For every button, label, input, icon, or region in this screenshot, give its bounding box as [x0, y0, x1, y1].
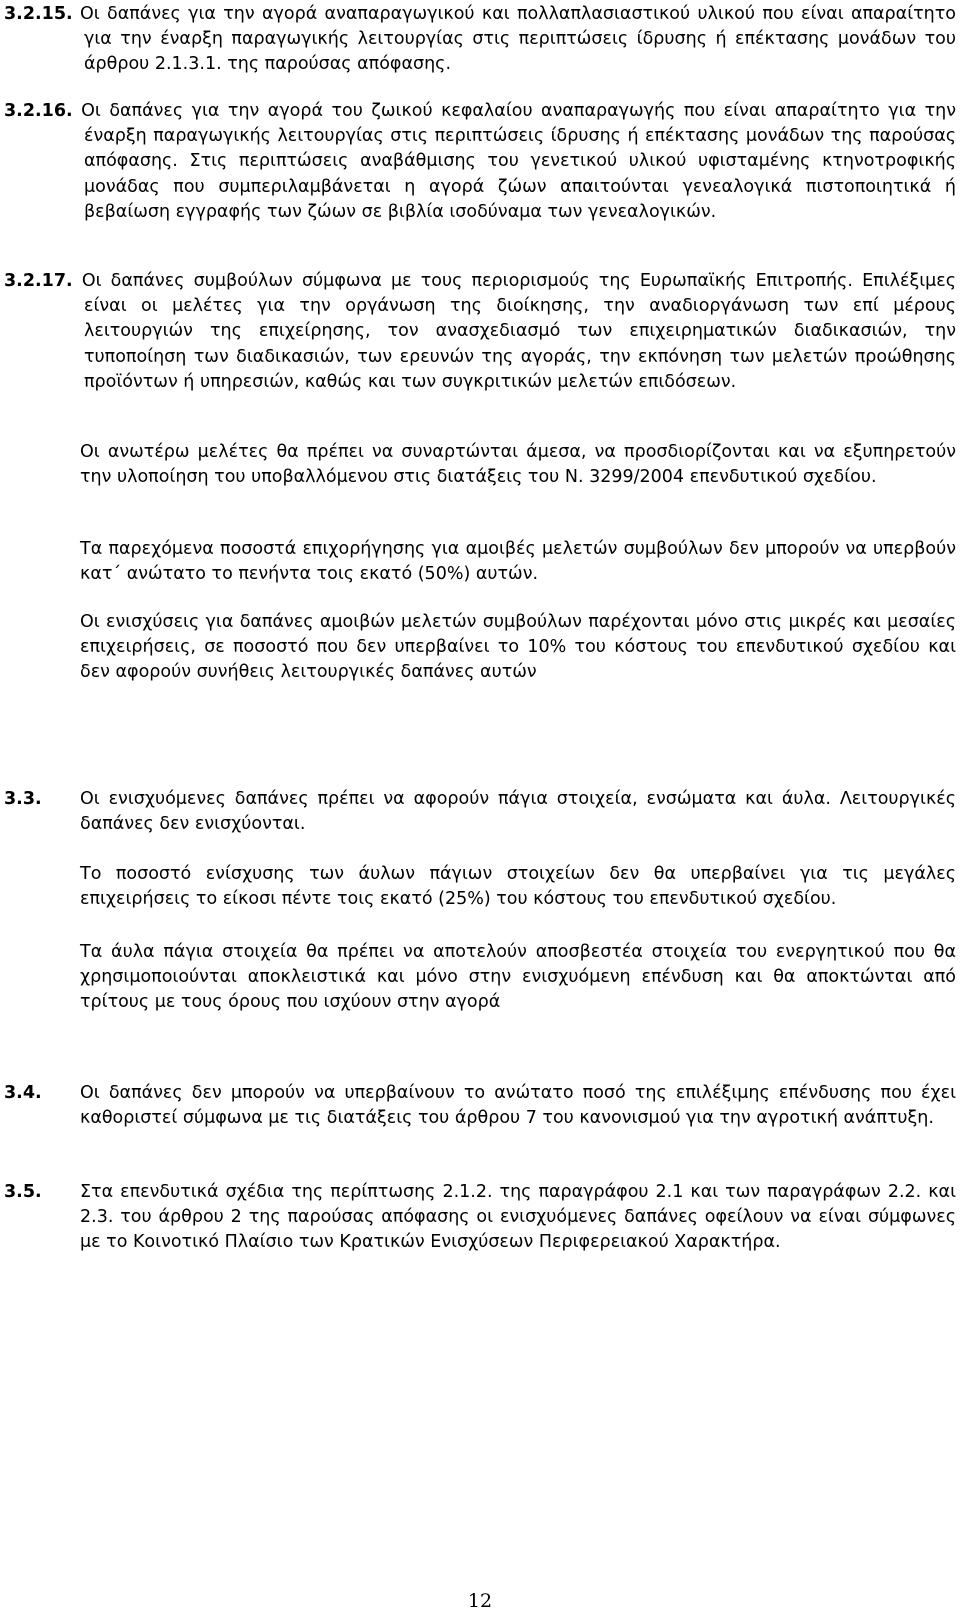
section-number: 3.2.17.: [4, 271, 73, 291]
section-number: 3.4.: [4, 1083, 42, 1103]
section-3-3: Οι ενισχυόμενες δαπάνες πρέπει να αφορούν πάγια στοιχεία, ενσώματα και άυλα. Λειτουργικές δαπάνες δεν ενισχύονται.: [80, 789, 956, 835]
section-text: Οι δαπάνες συμβούλων σύμφωνα με τους περιορισμούς της Ευρωπαϊκής Επιτροπής. Επιλέξιμες είναι οι μελέτες για την οργάνωση της διοίκησης, την αναδιοργάνωση των επί μέρους λειτουργιών της επιχείρησης, τον ανασχεδιασμό των επιχειρηματικών διαδικασιών, την τυποποίηση των διαδικασιών, των ερευνών της αγοράς, την εκπόνηση των μελετών προώθησης προϊόντων ή υπηρεσιών, καθώς και των συγκριτικών μελετών επιδόσεων.: [81, 271, 956, 392]
section-text: Οι δαπάνες για την αγορά αναπαραγωγικού και πολλαπλασιαστικού υλικού που είναι απαραίτητο για την έναρξη παραγωγικής λειτουργίας στις περιπτώσεις ίδρυσης ή επέκτασης μονάδων του άρθρου 2.1.3.1. της παρούσας απόφασης.: [79, 4, 956, 75]
section-number: 3.2.15.: [4, 4, 73, 24]
section-3-5: Στα επενδυτικά σχέδια της περίπτωσης 2.1.2. της παραγράφου 2.1 και των παραγράφων 2.2. και 2.3. του άρθρου 2 της παρούσας απόφασης οι ενισχυόμενες δαπάνες οφείλουν να είναι σύμφωνες με το Κοινοτικό Πλαίσιο των Κρατικών Ενισχύσεων Περιφερειακού Χαρακτήρα.: [80, 1182, 956, 1253]
section-3-2-15: [4, 2, 956, 78]
section-number: 3.5.: [4, 1182, 42, 1202]
section-text: Οι δαπάνες για την αγορά του ζωικού κεφαλαίου αναπαραγωγής που είναι απαραίτητο για την έναρξη παραγωγικής λειτουργίας στις περιπτώσεις ίδρυσης ή επέκτασης μονάδων της παρούσας απόφασης. Στις περιπτώσεις αναβάθμισης του γενετικού υλικού υφισταμένης κτηνοτροφικής μονάδας που συμπεριλαμβάνεται η αγορά ζώων απαιτούνται γενεαλογικά πιστοποιητικά ή βεβαίωση εγγραφής των ζώων σε βιβλία ισοδύναμα των γενεαλογικών.: [81, 101, 956, 222]
paragraph: Οι ενισχύσεις για δαπάνες αμοιβών μελετών συμβούλων παρέχονται μόνο στις μικρές και μεσαίες επιχειρήσεις, σε ποσοστό που δεν υπερβαίνει το 10% του κόστους του επενδυτικού σχεδίου και δεν αφορούν συνήθεις λειτουργικές δαπάνες αυτών: [80, 612, 956, 683]
paragraph: Τα παρεχόμενα ποσοστά επιχορήγησης για αμοιβές μελετών συμβούλων δεν μπορούν να υπερβούν κατ΄ ανώτατο το πενήντα τοις εκατό (50%) αυτών.: [80, 539, 956, 585]
section-number: 3.2.16.: [4, 101, 73, 121]
section-3-4: Οι δαπάνες δεν μπορούν να υπερβαίνουν το ανώτατο ποσό της επιλέξιμης επένδυσης που έχει καθοριστεί σύμφωνα με τις διατάξεις του άρθρου 7 του κανονισμού για την αγροτική ανάπτυξη.: [80, 1083, 956, 1129]
paragraph: Τα άυλα πάγια στοιχεία θα πρέπει να αποτελούν αποσβεστέα στοιχεία του ενεργητικού που θα χρησιμοποιούνται αποκλειστικά και μόνο στην ενισχυόμενη επένδυση και θα αποκτώνται από τρίτους με τους όρους που ισχύουν στην αγορά: [80, 942, 956, 1013]
section-3-2-17: [4, 269, 956, 395]
page-number: 12: [467, 1590, 493, 1612]
section-3-2-16: [4, 99, 956, 225]
paragraph: Οι ανωτέρω μελέτες θα πρέπει να συναρτώνται άμεσα, να προσδιορίζονται και να εξυπηρετούν την υλοποίηση του υποβαλλόμενου στις διατάξεις του Ν. 3299/2004 επενδυτικού σχεδίου.: [80, 442, 956, 488]
paragraph: Το ποσοστό ενίσχυσης των άυλων πάγιων στοιχείων δεν θα υπερβαίνει για τις μεγάλες επιχειρήσεις το είκοσι πέντε τοις εκατό (25%) του κόστους του επενδυτικού σχεδίου.: [80, 864, 956, 910]
section-number: 3.3.: [4, 789, 42, 809]
